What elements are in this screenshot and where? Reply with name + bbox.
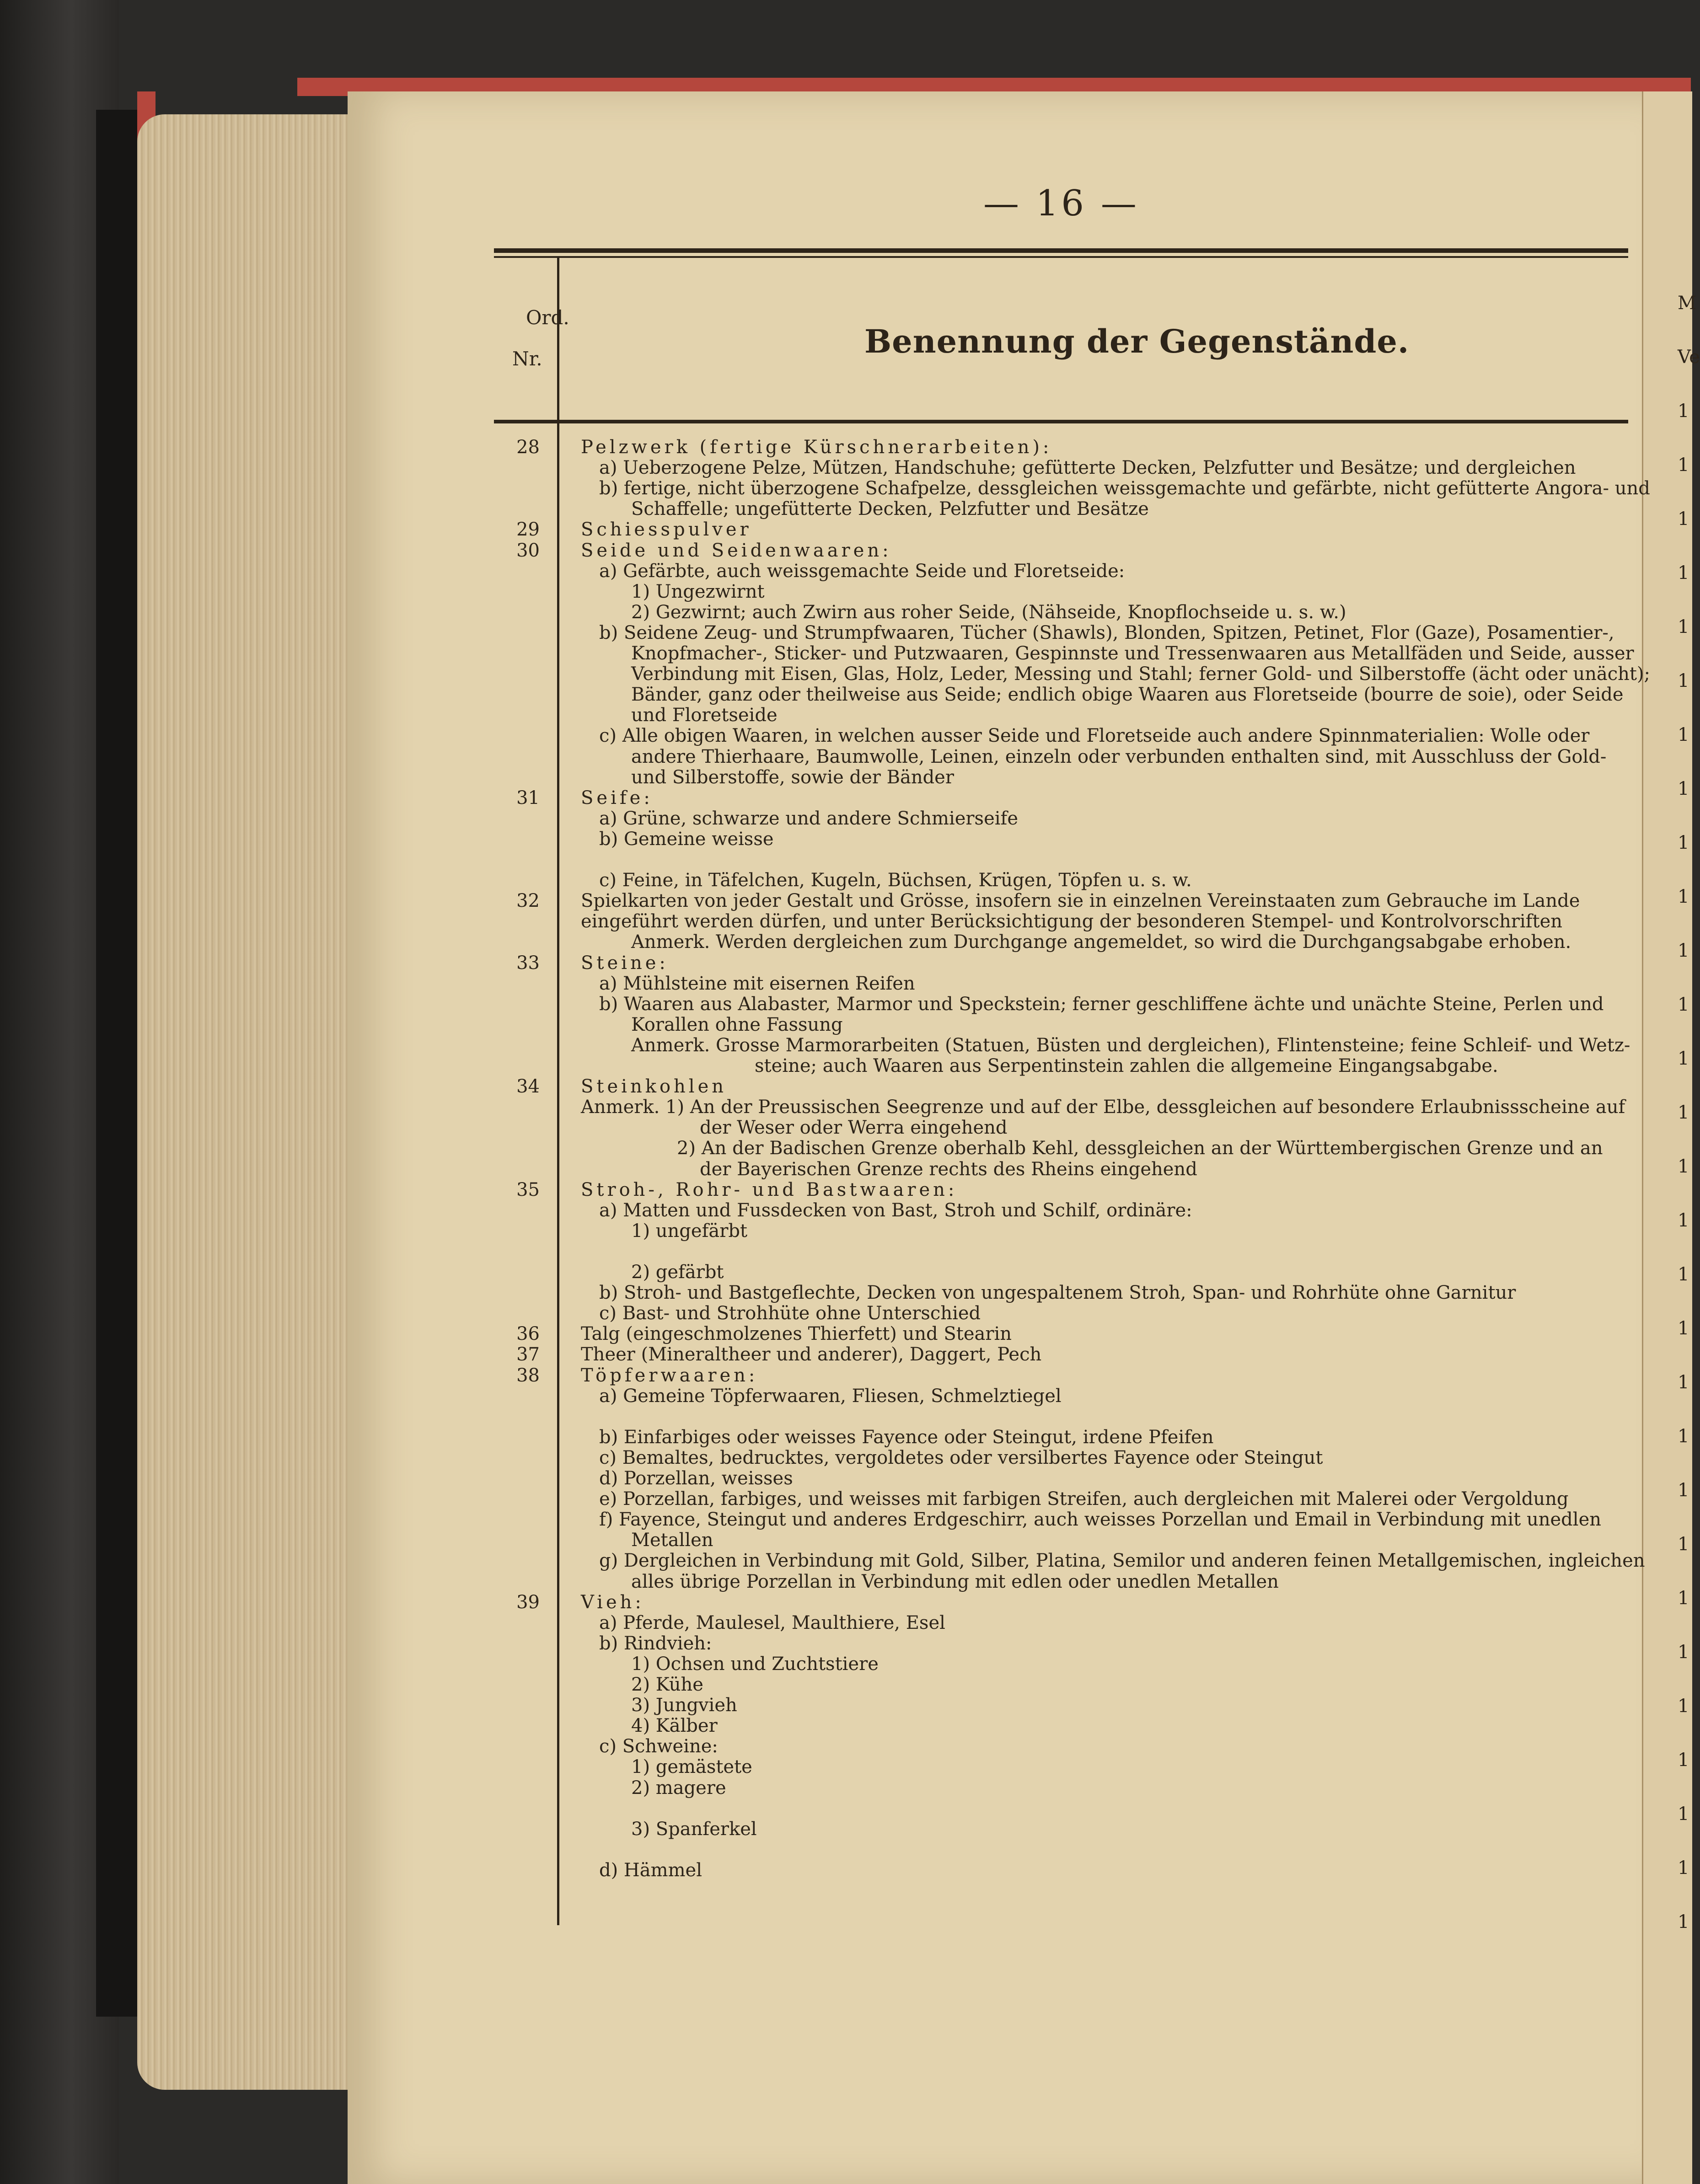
- table-row: [499, 1509, 1633, 1530]
- entry-text: d) Hämmel: [599, 1860, 702, 1881]
- table-row: [499, 561, 1633, 582]
- adjacent-page-fragment: 1: [1678, 1264, 1689, 1285]
- ord-number: 31: [516, 787, 540, 808]
- entry-text: b) Gemeine weisse: [599, 829, 774, 850]
- entry-text: Verbindung mit Eisen, Glas, Holz, Leder, Messing und Stahl; ferner Gold- und Silberstoffe (ächt oder unächt);: [631, 664, 1651, 685]
- entry-text: Bänder, ganz oder theilweise aus Seide; endlich obige Waaren aus Floretseide (bourre de soie), oder Seide: [631, 684, 1624, 705]
- table-row: [499, 519, 1633, 540]
- entry-text: Spielkarten von jeder Gestalt und Grösse, insofern sie in einzelnen Vereinstaaten zum Gebrauche im Lande: [581, 890, 1580, 911]
- ord-number: 28: [516, 437, 540, 458]
- adjacent-page-fragment: 1: [1678, 401, 1689, 422]
- table-row: [499, 705, 1633, 726]
- entry-text: g) Dergleichen in Verbindung mit Gold, Silber, Platina, Semilor und anderen feinen Metallgemischen, ingleichen: [599, 1550, 1645, 1571]
- entry-text: b) Stroh- und Bastgeflechte, Decken von ungespaltenem Stroh, Span- und Rohrhüte ohne Garnitur: [599, 1282, 1516, 1303]
- table-row: [499, 870, 1633, 891]
- entry-text: Schiesspulver: [581, 519, 752, 540]
- ord-number: 35: [516, 1179, 540, 1200]
- table-row: [499, 1839, 1633, 1860]
- table-row: [499, 1117, 1633, 1138]
- entry-text: Metallen: [631, 1530, 713, 1551]
- entry-text: d) Porzellan, weisses: [599, 1468, 793, 1489]
- table-row: [499, 1427, 1633, 1448]
- table-row: [499, 602, 1633, 623]
- ord-number: 36: [516, 1323, 540, 1344]
- entry-text: Stroh-, Rohr- und Bastwaaren:: [581, 1179, 958, 1200]
- table-row: [499, 1262, 1633, 1283]
- table-row: [499, 767, 1633, 788]
- entry-text: c) Bemaltes, bedrucktes, vergoldetes oder versilbertes Fayence oder Steingut: [599, 1447, 1323, 1468]
- adjacent-page-fragment: 1: [1678, 1480, 1689, 1501]
- page-stack-edge: [137, 114, 366, 2090]
- ord-number: 37: [516, 1344, 540, 1365]
- adjacent-page-fragment: 1: [1678, 1156, 1689, 1177]
- adjacent-page-fragment: 1: [1678, 509, 1689, 530]
- table-row: [499, 1323, 1633, 1344]
- table-row: [499, 1488, 1633, 1510]
- adjacent-page-fragment: 1: [1678, 562, 1689, 583]
- adjacent-page-fragment: 1: [1678, 1318, 1689, 1339]
- adjacent-page-fragment: 1: [1678, 1588, 1689, 1609]
- adjacent-page-fragment: 1: [1678, 1857, 1689, 1879]
- entry-text: 1) gemästete: [631, 1756, 752, 1777]
- table-row: [499, 1860, 1633, 1881]
- table-row: [499, 1365, 1633, 1386]
- adjacent-page-fragment: 1: [1678, 616, 1689, 637]
- entry-text: Steine:: [581, 953, 669, 974]
- entry-text: b) Waaren aus Alabaster, Marmor und Speckstein; ferner geschliffene ächte und unächte Steine, Perlen und: [599, 994, 1604, 1015]
- entry-text: der Bayerischen Grenze rechts des Rheins eingehend: [700, 1159, 1197, 1180]
- entry-text: c) Alle obigen Waaren, in welchen ausser Seide und Floretseide auch andere Spinnmaterialien: Wolle oder: [599, 725, 1590, 746]
- table-row: [499, 1777, 1633, 1799]
- table-row: [499, 849, 1633, 870]
- table-row: [499, 1447, 1633, 1468]
- entry-text: 2) magere: [631, 1777, 726, 1799]
- entry-text: Pelzwerk (fertige Kürschnerarbeiten):: [581, 437, 1052, 458]
- adjacent-page-fragment: M: [1678, 293, 1696, 314]
- entry-text: Talg (eingeschmolzenes Thierfett) und Stearin: [581, 1323, 1012, 1344]
- entry-text: Korallen ohne Fassung: [631, 1014, 843, 1035]
- header-title: Benennung der Gegenstände.: [864, 322, 1410, 360]
- table-row: [499, 808, 1633, 829]
- entry-text: a) Grüne, schwarze und andere Schmierseife: [599, 808, 1019, 829]
- entry-text: Anmerk. 1) An der Preussischen Seegrenze und auf der Elbe, dessgleichen auf besondere Erlaubnissscheine auf: [581, 1097, 1625, 1118]
- table-row: [499, 1530, 1633, 1551]
- table-row: [499, 457, 1633, 478]
- table-row: [499, 478, 1650, 499]
- table-row: [499, 787, 1633, 808]
- entry-text: b) Rindvieh:: [599, 1633, 712, 1654]
- table-row: [499, 1571, 1633, 1592]
- table-row: [499, 1159, 1633, 1180]
- entry-text: Vieh:: [581, 1592, 644, 1613]
- adjacent-page-fragment: 1: [1678, 940, 1689, 961]
- adjacent-page-fragment: 1: [1678, 886, 1689, 907]
- adjacent-page-fragment: 1: [1678, 1804, 1689, 1825]
- adjacent-page-fragment: 1: [1678, 1426, 1689, 1447]
- table-row: [499, 725, 1633, 746]
- entry-text: f) Fayence, Steingut und anderes Erdgeschirr, auch weisses Porzellan und Email in Verbindung mit unedlen: [599, 1509, 1601, 1530]
- adjacent-page-fragment: 1: [1678, 1696, 1689, 1717]
- entry-text: Schaffelle; ungefütterte Decken, Pelzfutter und Besätze: [631, 498, 1149, 519]
- table-row: [499, 829, 1633, 850]
- adjacent-page-fragment: 1: [1678, 670, 1689, 691]
- page-number: — 16 —: [983, 183, 1139, 224]
- adjacent-page-fragment: 1: [1678, 1642, 1689, 1663]
- adjacent-page-fragment: 1: [1678, 778, 1689, 799]
- entry-text: 2) gefärbt: [631, 1262, 724, 1283]
- table-row: [499, 540, 1633, 561]
- entry-text: 4) Kälber: [631, 1715, 718, 1736]
- entry-text: b) fertige, nicht überzogene Schafpelze, dessgleichen weissgemachte und gefärbte, nicht gefütterte Angora- und: [599, 478, 1650, 499]
- entry-text: 1) Ochsen und Zuchtstiere: [631, 1654, 879, 1675]
- table-row: [499, 437, 1633, 458]
- table-row: [499, 622, 1633, 643]
- entry-text: Seide und Seidenwaaren:: [581, 540, 892, 561]
- table-row: [499, 498, 1633, 519]
- table-row: [499, 1612, 1633, 1633]
- entry-text: e) Porzellan, farbiges, und weisses mit farbigen Streifen, auch dergleichen mit Malerei oder Vergoldung: [599, 1488, 1569, 1510]
- table-row: [499, 643, 1633, 664]
- adjacent-page-fragment: Ve: [1678, 347, 1700, 368]
- table-row: [499, 1654, 1633, 1675]
- entry-text: a) Matten und Fussdecken von Bast, Stroh und Schilf, ordinäre:: [599, 1200, 1192, 1221]
- table-row: [499, 1468, 1633, 1489]
- table-row: [499, 931, 1633, 953]
- table-row: [499, 911, 1633, 932]
- table-row: [499, 1550, 1645, 1571]
- table-row: [499, 1179, 1633, 1200]
- table-row: [499, 1014, 1633, 1035]
- table-row: [499, 1200, 1633, 1221]
- table-row: [499, 746, 1633, 767]
- entry-text: und Silberstoffe, sowie der Bänder: [631, 767, 954, 788]
- entry-text: c) Bast- und Strohhüte ohne Unterschied: [599, 1303, 981, 1324]
- table-row: [499, 1035, 1633, 1056]
- adjacent-page-fragment: 1: [1678, 724, 1689, 745]
- table-row: [499, 664, 1651, 685]
- entry-text: 2) Gezwirnt; auch Zwirn aus roher Seide, (Nähseide, Knopflochseide u. s. w.): [631, 602, 1346, 623]
- table-row: [499, 1715, 1633, 1736]
- table-row: [499, 1633, 1633, 1654]
- adjacent-page-fragment: 1: [1678, 1048, 1689, 1069]
- table-row: [499, 1220, 1633, 1242]
- table-row: [499, 1592, 1633, 1613]
- ord-number: 29: [516, 519, 540, 540]
- table-row: [499, 994, 1633, 1015]
- entry-text: b) Einfarbiges oder weisses Fayence oder Steingut, irdene Pfeifen: [599, 1427, 1214, 1448]
- adjacent-page-fragment: 1: [1678, 994, 1689, 1015]
- entry-text: a) Gemeine Töpferwaaren, Fliesen, Schmelztiegel: [599, 1386, 1062, 1407]
- ord-number: 30: [516, 540, 540, 561]
- table-row: [499, 1138, 1633, 1159]
- entry-text: und Floretseide: [631, 705, 778, 726]
- ord-number: 38: [516, 1365, 540, 1386]
- header-nr: Nr.: [512, 348, 542, 370]
- entry-text: Töpferwaaren:: [581, 1365, 758, 1386]
- entry-text: Knopfmacher-, Sticker- und Putzwaaren, Gespinnste und Tressenwaaren aus Metallfäden und Seide, ausser: [631, 643, 1634, 664]
- entry-text: 2) Kühe: [631, 1674, 703, 1695]
- header-top-rule-thin: [494, 256, 1628, 258]
- table-row: [499, 1756, 1633, 1777]
- entry-text: b) Seidene Zeug- und Strumpfwaaren, Tücher (Shawls), Blonden, Spitzen, Petinet, Flor (Gaze), Posamentier-,: [599, 622, 1614, 643]
- adjacent-page-fragment: 1: [1678, 1911, 1689, 1932]
- entry-text: a) Ueberzogene Pelze, Mützen, Handschuhe; gefütterte Decken, Pelzfutter und Besätze; und dergleichen: [599, 457, 1576, 478]
- entry-text: Anmerk. Werden dergleichen zum Durchgange angemeldet, so wird die Durchgangsabgabe erhoben.: [631, 931, 1571, 953]
- entry-text: c) Feine, in Täfelchen, Kugeln, Büchsen, Krügen, Töpfen u. s. w.: [599, 870, 1192, 891]
- table-row: [499, 1282, 1633, 1303]
- ord-number: 33: [516, 953, 540, 974]
- ord-number: 32: [516, 890, 540, 911]
- entry-text: Seife:: [581, 787, 653, 808]
- table-row: [499, 1736, 1633, 1757]
- ord-number: 39: [516, 1592, 540, 1613]
- adjacent-page-fragment: 1: [1678, 1210, 1689, 1231]
- table-row: [499, 1076, 1633, 1097]
- table-row: [499, 1674, 1633, 1695]
- table-row: [499, 1097, 1633, 1118]
- adjacent-page-fragment: 1: [1678, 1102, 1689, 1123]
- entry-text: a) Gefärbte, auch weissgemachte Seide und Floretseide:: [599, 561, 1125, 582]
- header-top-rule: [494, 248, 1628, 253]
- header-ord: Ord.: [526, 306, 569, 329]
- entry-text: andere Thierhaare, Baumwolle, Leinen, einzeln oder verbunden enthalten sind, mit Ausschluss der Gold-: [631, 746, 1607, 767]
- adjacent-page-fragment: 1: [1678, 1750, 1689, 1771]
- entry-text: a) Mühlsteine mit eisernen Reifen: [599, 973, 915, 994]
- entry-text: 1) Ungezwirnt: [631, 581, 765, 602]
- entry-text: eingeführt werden dürfen, und unter Berücksichtigung der besonderen Stempel- und Kontrolvorschriften: [581, 911, 1562, 932]
- adjacent-page-fragment: 1: [1678, 832, 1689, 853]
- entry-text: der Weser oder Werra eingehend: [700, 1117, 1008, 1138]
- table-row: [499, 684, 1633, 705]
- adjacent-page-fragment: 1: [1678, 1534, 1689, 1555]
- entry-text: 1) ungefärbt: [631, 1220, 748, 1242]
- entry-text: 2) An der Badischen Grenze oberhalb Kehl, dessgleichen an der Württembergischen Grenze und an: [677, 1138, 1603, 1159]
- table-row: [499, 953, 1633, 974]
- header-bottom-rule: [494, 420, 1628, 423]
- entry-text: Steinkohlen: [581, 1076, 727, 1097]
- adjacent-page-fragment: 1: [1678, 1372, 1689, 1393]
- table-row: [499, 1819, 1633, 1840]
- entry-text: 3) Jungvieh: [631, 1695, 737, 1716]
- table-row: [499, 1798, 1633, 1819]
- table-row: [499, 1406, 1633, 1427]
- entry-text: Theer (Mineraltheer und anderer), Daggert, Pech: [581, 1344, 1042, 1365]
- table-row: [499, 1241, 1633, 1262]
- table-row: [499, 1386, 1633, 1407]
- entry-text: c) Schweine:: [599, 1736, 718, 1757]
- entry-text: alles übrige Porzellan in Verbindung mit edlen oder unedlen Metallen: [631, 1571, 1279, 1592]
- table-row: [499, 890, 1633, 911]
- table-row: [499, 581, 1633, 602]
- entry-text: Anmerk. Grosse Marmorarbeiten (Statuen, Büsten und dergleichen), Flintensteine; feine Schleif- und Wetz-: [631, 1035, 1630, 1056]
- table-row: [499, 1303, 1633, 1324]
- table-row: [499, 1344, 1633, 1365]
- table-row: [499, 1055, 1633, 1076]
- entry-text: a) Pferde, Maulesel, Maulthiere, Esel: [599, 1612, 945, 1633]
- entry-text: steine; auch Waaren aus Serpentinstein zahlen die allgemeine Eingangsabgabe.: [755, 1055, 1498, 1076]
- adjacent-page-fragment: 1: [1678, 455, 1689, 476]
- table-row: [499, 1695, 1633, 1716]
- ord-number: 34: [516, 1076, 540, 1097]
- entry-text: 3) Spanferkel: [631, 1819, 757, 1840]
- table-row: [499, 973, 1633, 994]
